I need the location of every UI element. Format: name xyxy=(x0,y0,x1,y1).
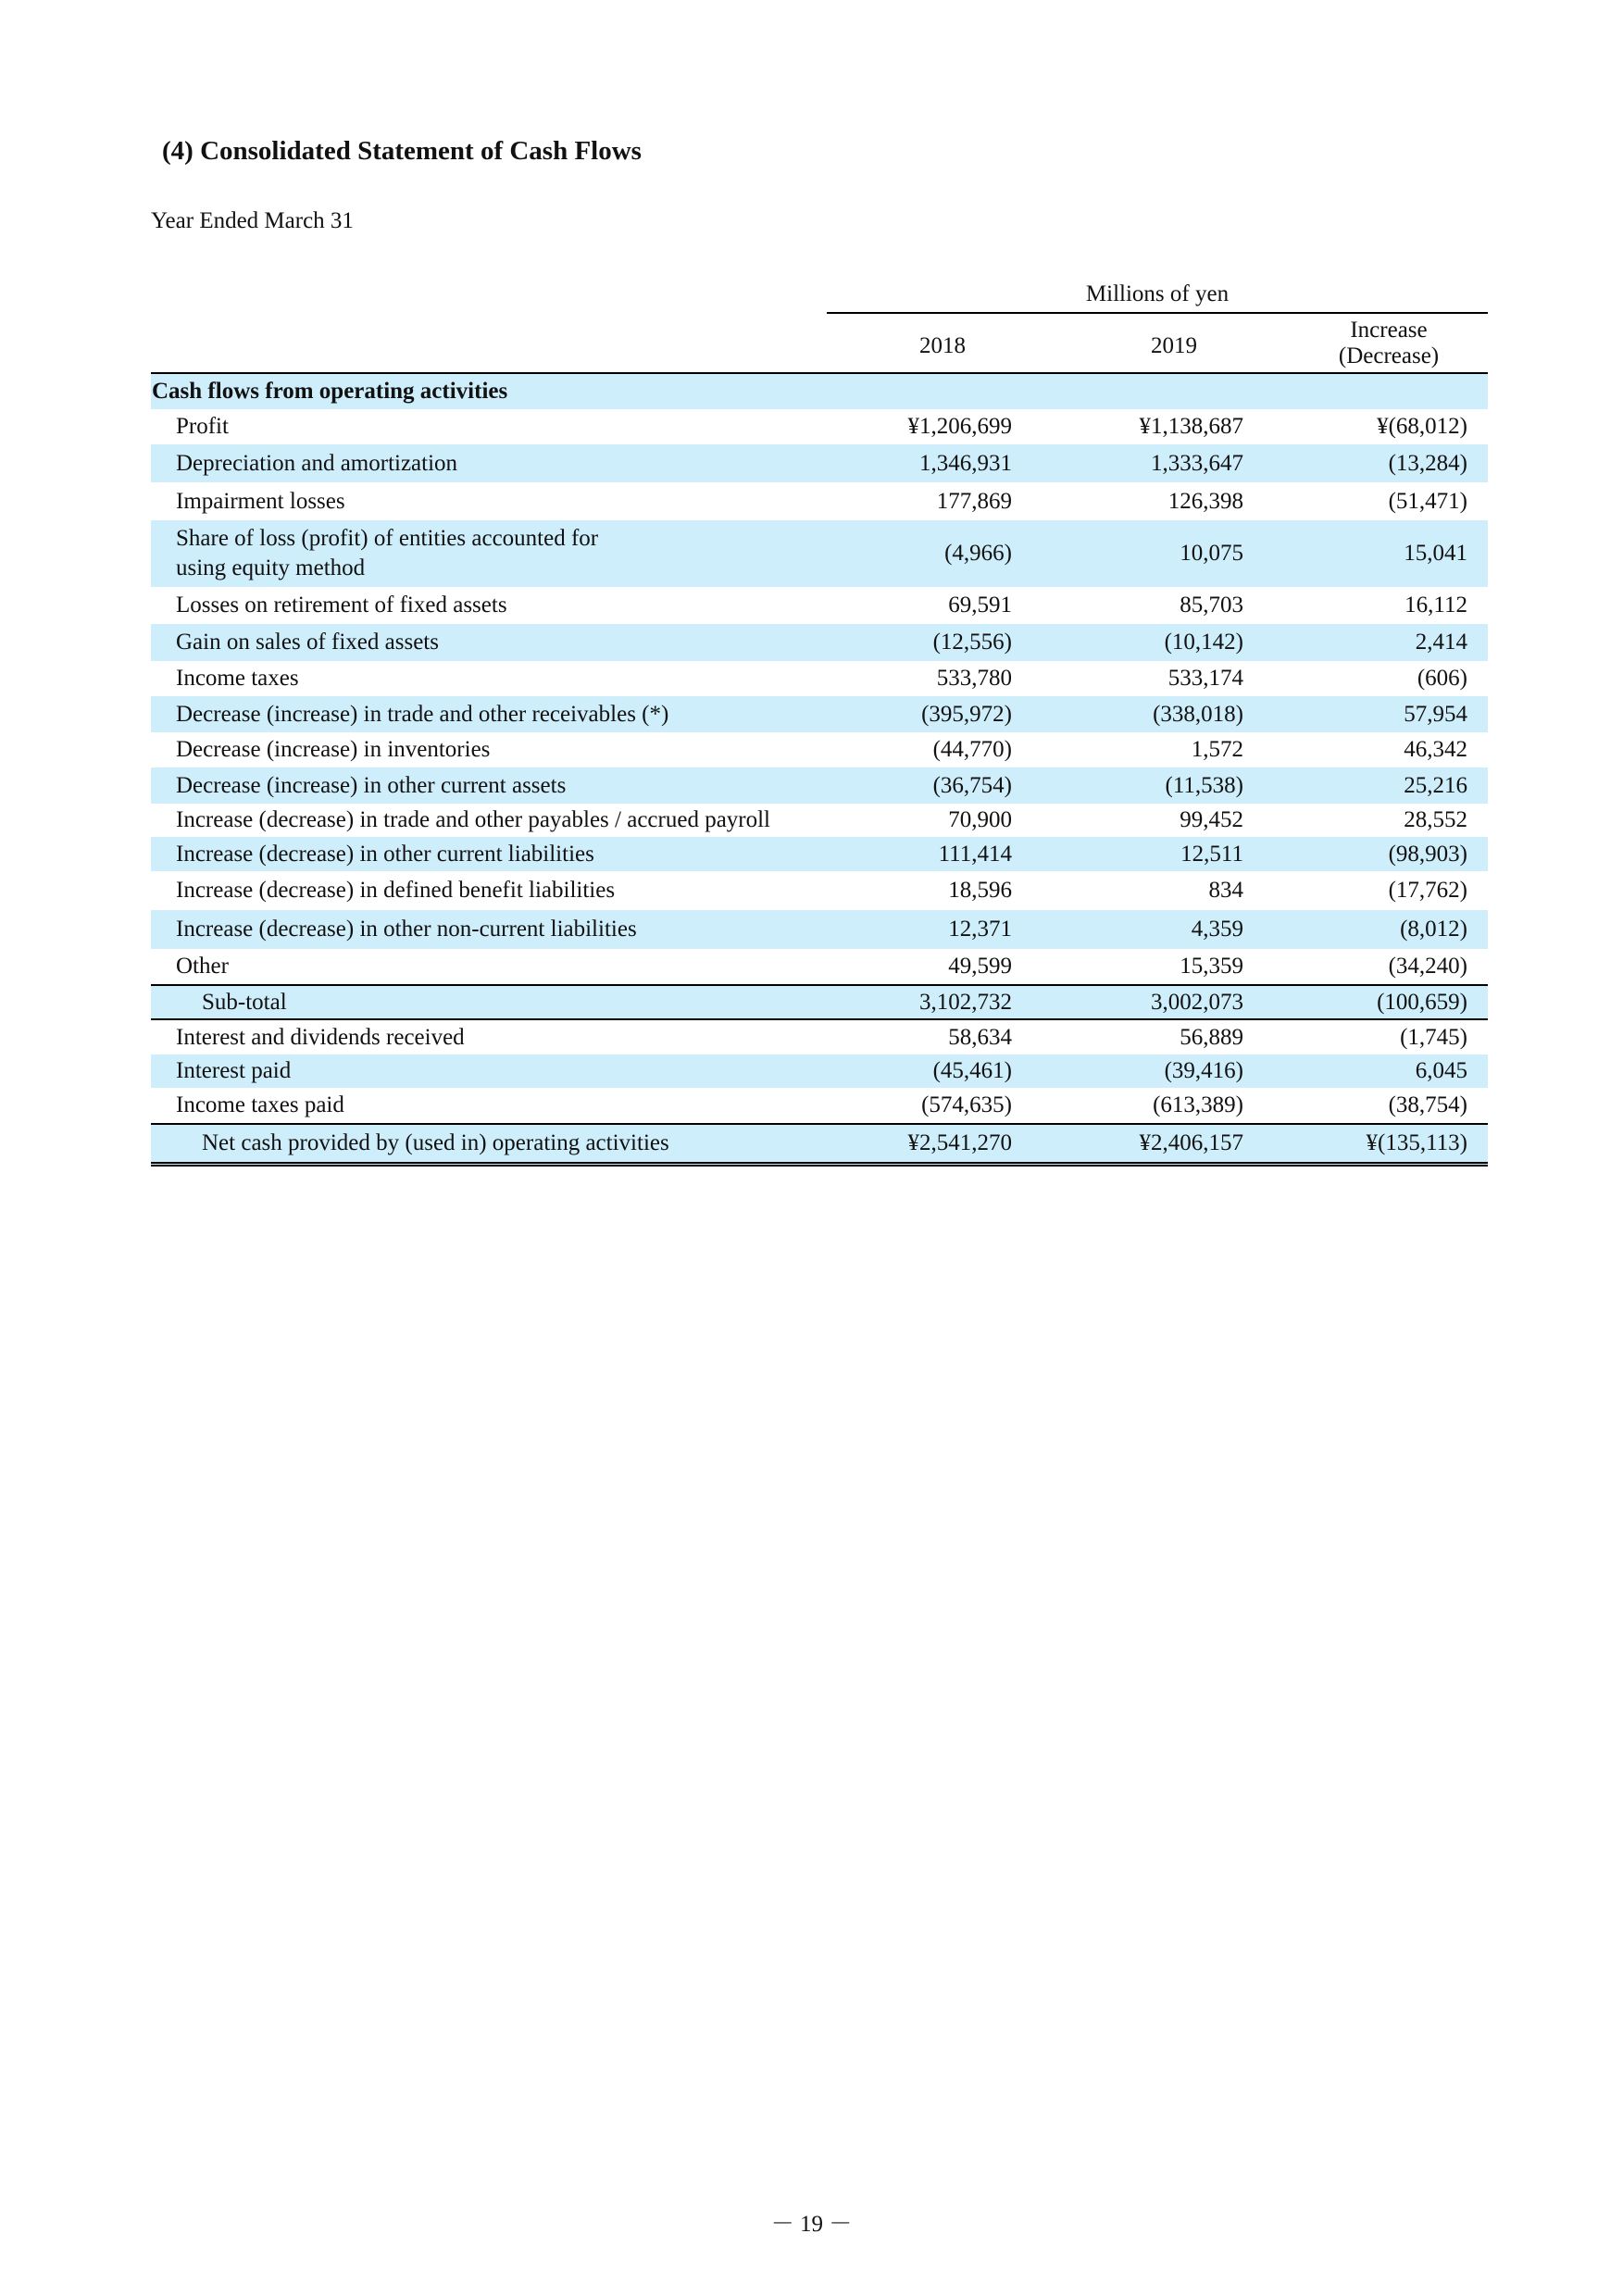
value-change: (51,471) xyxy=(1388,488,1467,514)
units-header xyxy=(151,274,1488,317)
value-change: (100,659) xyxy=(1377,989,1467,1015)
row-label: Increase (decrease) in other current liabilities xyxy=(176,841,594,867)
value-change: (606) xyxy=(1417,666,1467,691)
value-change: 57,954 xyxy=(1404,701,1467,727)
units-label: Millions of yen xyxy=(827,281,1488,314)
row-label: Decrease (increase) in inventories xyxy=(176,737,491,762)
table-row xyxy=(151,949,1488,984)
value-2018: 3,102,732 xyxy=(919,989,1012,1015)
row-label: Depreciation and amortization xyxy=(176,450,458,476)
value-2019: 1,572 xyxy=(1191,737,1243,762)
column-header-change-line2: (Decrease) xyxy=(1338,343,1440,368)
value-change: (1,745) xyxy=(1400,1024,1467,1050)
row-label: Income taxes paid xyxy=(176,1092,344,1117)
column-header-2018: 2018 xyxy=(919,333,966,358)
subtotal-row xyxy=(151,984,1488,1020)
value-2018: 12,371 xyxy=(948,917,1012,942)
value-2019: 85,703 xyxy=(1180,593,1243,618)
value-2019: 4,359 xyxy=(1191,917,1243,942)
value-change: 2,414 xyxy=(1415,630,1467,655)
row-label: Profit xyxy=(176,414,229,439)
value-2019: 126,398 xyxy=(1167,488,1243,514)
value-2019: 99,452 xyxy=(1180,807,1243,832)
table-row xyxy=(151,1020,1488,1054)
table-row xyxy=(151,624,1488,661)
value-2019: 3,002,073 xyxy=(1151,989,1243,1015)
value-2018: 58,634 xyxy=(948,1024,1012,1050)
row-label: Increase (decrease) in defined benefit liabilities xyxy=(176,878,616,903)
value-change: ¥(135,113) xyxy=(1366,1130,1467,1155)
value-change: 28,552 xyxy=(1404,807,1467,832)
value-change: (13,284) xyxy=(1388,450,1467,476)
row-label: Sub-total xyxy=(202,989,287,1015)
value-2019: ¥2,406,157 xyxy=(1139,1130,1243,1155)
table-row xyxy=(151,767,1488,804)
value-2019: (11,538) xyxy=(1165,772,1243,798)
row-label: Income taxes xyxy=(176,666,299,691)
table-row xyxy=(151,1088,1488,1123)
column-header-change xyxy=(1290,318,1488,369)
row-label: Losses on retirement of fixed assets xyxy=(176,593,507,618)
value-2018: (574,635) xyxy=(921,1092,1012,1117)
table-row xyxy=(151,587,1488,624)
row-label: Impairment losses xyxy=(176,488,345,514)
value-2018: 70,900 xyxy=(948,807,1012,832)
statement-title: (4) Consolidated Statement of Cash Flows xyxy=(162,136,642,166)
table-row xyxy=(151,444,1488,482)
value-2019: 10,075 xyxy=(1180,541,1243,566)
value-change: ¥(68,012) xyxy=(1377,414,1467,439)
value-2018: (395,972) xyxy=(921,701,1012,727)
value-2018: ¥2,541,270 xyxy=(907,1130,1012,1155)
period-label: Year Ended March 31 xyxy=(151,208,354,233)
value-2019: (39,416) xyxy=(1164,1058,1243,1083)
row-label: Net cash provided by (used in) operating activities xyxy=(202,1130,669,1155)
row-label: Share of loss (profit) of entities accounted for using equity method xyxy=(176,526,599,580)
row-label: Increase (decrease) in trade and other payables / accrued payroll xyxy=(176,807,771,832)
table-row xyxy=(151,1054,1488,1088)
value-2018: 69,591 xyxy=(948,593,1012,618)
value-2018: (4,966) xyxy=(944,541,1012,566)
value-2019: (338,018) xyxy=(1153,701,1243,727)
table-row xyxy=(151,871,1488,910)
value-2018: (44,770) xyxy=(932,737,1012,762)
row-label: Gain on sales of fixed assets xyxy=(176,630,439,655)
value-change: (98,903) xyxy=(1388,841,1467,867)
table-row xyxy=(151,910,1488,949)
section-header-row xyxy=(151,374,1488,409)
row-label: Interest paid xyxy=(176,1058,292,1083)
row-label: Decrease (increase) in trade and other receivables (*) xyxy=(176,701,669,727)
value-2019: (613,389) xyxy=(1153,1092,1243,1117)
value-change: (38,754) xyxy=(1388,1092,1467,1117)
value-2018: 49,599 xyxy=(948,954,1012,979)
table-row xyxy=(151,732,1488,767)
value-2019: 834 xyxy=(1208,878,1243,903)
table-row xyxy=(151,804,1488,837)
row-label: Increase (decrease) in other non-current liabilities xyxy=(176,917,637,942)
value-2018: 1,346,931 xyxy=(919,450,1012,476)
table-row xyxy=(151,482,1488,520)
total-row xyxy=(151,1123,1488,1167)
value-2018: 177,869 xyxy=(936,488,1012,514)
column-header-row xyxy=(151,317,1488,374)
value-2019: 533,174 xyxy=(1167,666,1243,691)
column-header-2019: 2019 xyxy=(1151,333,1197,358)
value-2019: 56,889 xyxy=(1180,1024,1243,1050)
row-label: Other xyxy=(176,954,229,979)
table-row xyxy=(151,696,1488,732)
value-change: (17,762) xyxy=(1388,878,1467,903)
value-change: 16,112 xyxy=(1405,593,1467,618)
value-2019: 1,333,647 xyxy=(1151,450,1243,476)
value-2018: (12,556) xyxy=(932,630,1012,655)
value-2018: (45,461) xyxy=(932,1058,1012,1083)
value-2018: ¥1,206,699 xyxy=(907,414,1012,439)
value-2019: (10,142) xyxy=(1164,630,1243,655)
value-2018: 111,414 xyxy=(938,841,1012,867)
value-change: 6,045 xyxy=(1415,1058,1467,1083)
value-2019: ¥1,138,687 xyxy=(1139,414,1243,439)
table-row xyxy=(151,520,1488,587)
value-change: (34,240) xyxy=(1388,954,1467,979)
table-row xyxy=(151,661,1488,696)
page-number: － 19 － xyxy=(770,2212,853,2237)
value-change: 25,216 xyxy=(1404,772,1467,798)
value-change: 46,342 xyxy=(1404,737,1467,762)
value-2019: 15,359 xyxy=(1180,954,1243,979)
value-2018: 18,596 xyxy=(948,878,1012,903)
column-header-change-line1: Increase xyxy=(1350,318,1428,343)
value-change: (8,012) xyxy=(1400,917,1467,942)
table-row xyxy=(151,409,1488,444)
table-row xyxy=(151,837,1488,871)
row-label: Interest and dividends received xyxy=(176,1024,465,1050)
value-2018: (36,754) xyxy=(932,772,1012,798)
value-2018: 533,780 xyxy=(936,666,1012,691)
value-2019: 12,511 xyxy=(1180,841,1243,867)
value-change: 15,041 xyxy=(1404,541,1467,566)
section-title: Cash flows from operating activities xyxy=(152,379,508,404)
cash-flow-table xyxy=(151,274,1488,1167)
row-label: Decrease (increase) in other current assets xyxy=(176,772,567,798)
